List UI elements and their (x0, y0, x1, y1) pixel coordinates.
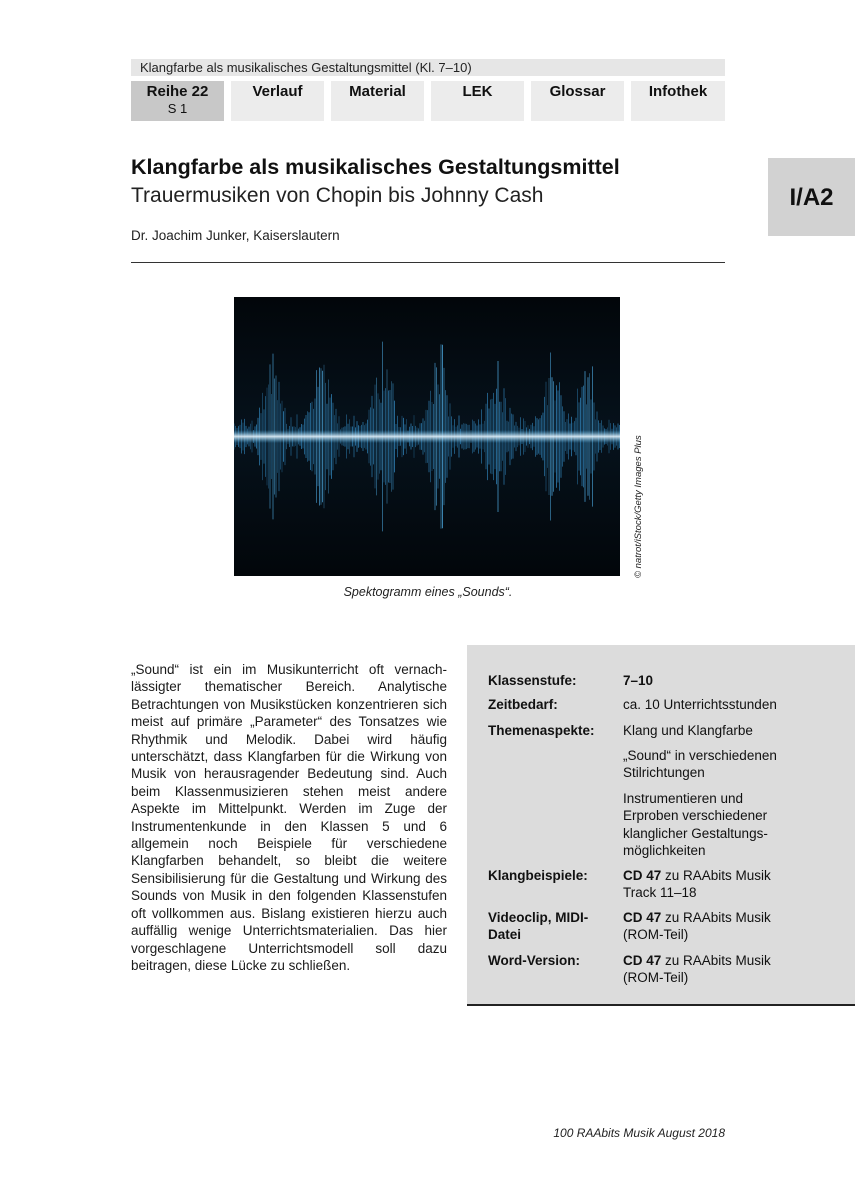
tab-verlauf[interactable]: Verlauf (231, 81, 324, 121)
info-value-text: zu RAAbits Musik Track 11–18 (623, 868, 771, 901)
cd-reference: CD 47 (623, 953, 662, 968)
author-line: Dr. Joachim Junker, Kaiserslautern (131, 228, 340, 243)
tab-infothek[interactable]: Infothek (631, 81, 725, 121)
info-value: 7–10 (623, 673, 654, 688)
info-label: Word-Version: (488, 953, 581, 968)
info-value (623, 867, 803, 902)
tab-reihe[interactable] (131, 81, 224, 121)
info-value: Klang und Klangfarbe (623, 723, 753, 738)
cd-reference: CD 47 (623, 910, 662, 925)
spectrogram-image (234, 297, 620, 576)
tab-material[interactable]: Material (331, 81, 424, 121)
info-label: Themenaspekte: (488, 723, 595, 738)
info-value-text: zu RAAbits Musik (ROM-Teil) (623, 953, 771, 986)
figure-caption: Spektogramm eines „Sounds“. (343, 585, 513, 599)
info-label: Zeitbedarf: (488, 697, 558, 712)
intro-paragraph: „Sound“ ist ein im Musikunterricht oft vernachlässigter thematischer Bereich. Analytische Betrachtungen von Musikstücken konzentrieren sich meist auf primäre „Parameter“ des Tonsatzes wie Rhythmik und Melodik. Dabei wird häufig unterschätzt, dass Klangfarben für die Wirkung von Musik von herausragender Bedeutung sind. Auch beim Klassenmusizieren stehen meist andere Aspekte im Mittelpunkt. Werden im Zuge der Instrumentenkunde in den Klassen 5 und 6 allgemein noch Beispiele für verschiedene Klangfarben behandelt, so bleibt die weitere Sensibilisierung für die Gestaltung und Wirkung des Sounds von Musik in den folgenden Klassenstufen oft vollkommen aus. Bislang existieren hierzu auch auffällig wenige Unterrichtsmaterialien. Das hier vorgeschlagene Unterrichtsmodell soll dazu beitragen, diese Lücke zu schließen. (131, 662, 447, 973)
tab-reihe-page: S 1 (167, 101, 188, 116)
image-credit: © natrot/iStock/Getty Images Plus (633, 435, 644, 578)
info-value: ca. 10 Unterrichtsstunden (623, 697, 777, 712)
tab-reihe-label: Reihe 22 (146, 83, 209, 100)
info-label: Klassenstufe: (488, 673, 577, 688)
info-value: Instrumentieren und Erproben verschiedener klanglicher Gestaltungsmöglichkeiten (623, 791, 768, 859)
info-box (467, 645, 855, 1006)
page-title: Klangfarbe als musikalisches Gestaltungsmittel (131, 155, 620, 179)
tab-lek[interactable]: LEK (431, 81, 524, 121)
cd-reference: CD 47 (623, 868, 662, 883)
info-value-text: zu RAAbits Musik (ROM-Teil) (623, 910, 771, 943)
title-divider (131, 262, 725, 263)
info-value (623, 952, 803, 987)
section-marker: I/A2 (768, 158, 855, 236)
info-value (623, 909, 803, 944)
info-value: „Sound“ in verschiedenen Stilrichtungen (623, 748, 777, 781)
series-title-bar: Klangfarbe als musikalisches Gestaltungsmittel (Kl. 7–10) (131, 59, 725, 76)
page-footer: 100 RAAbits Musik August 2018 (553, 1126, 725, 1140)
info-label: Klangbeispiele: (488, 868, 588, 883)
info-label: Videoclip, MIDI-Datei (488, 910, 589, 943)
page-subtitle: Trauermusiken von Chopin bis Johnny Cash (131, 184, 544, 207)
tab-glossar[interactable]: Glossar (531, 81, 624, 121)
